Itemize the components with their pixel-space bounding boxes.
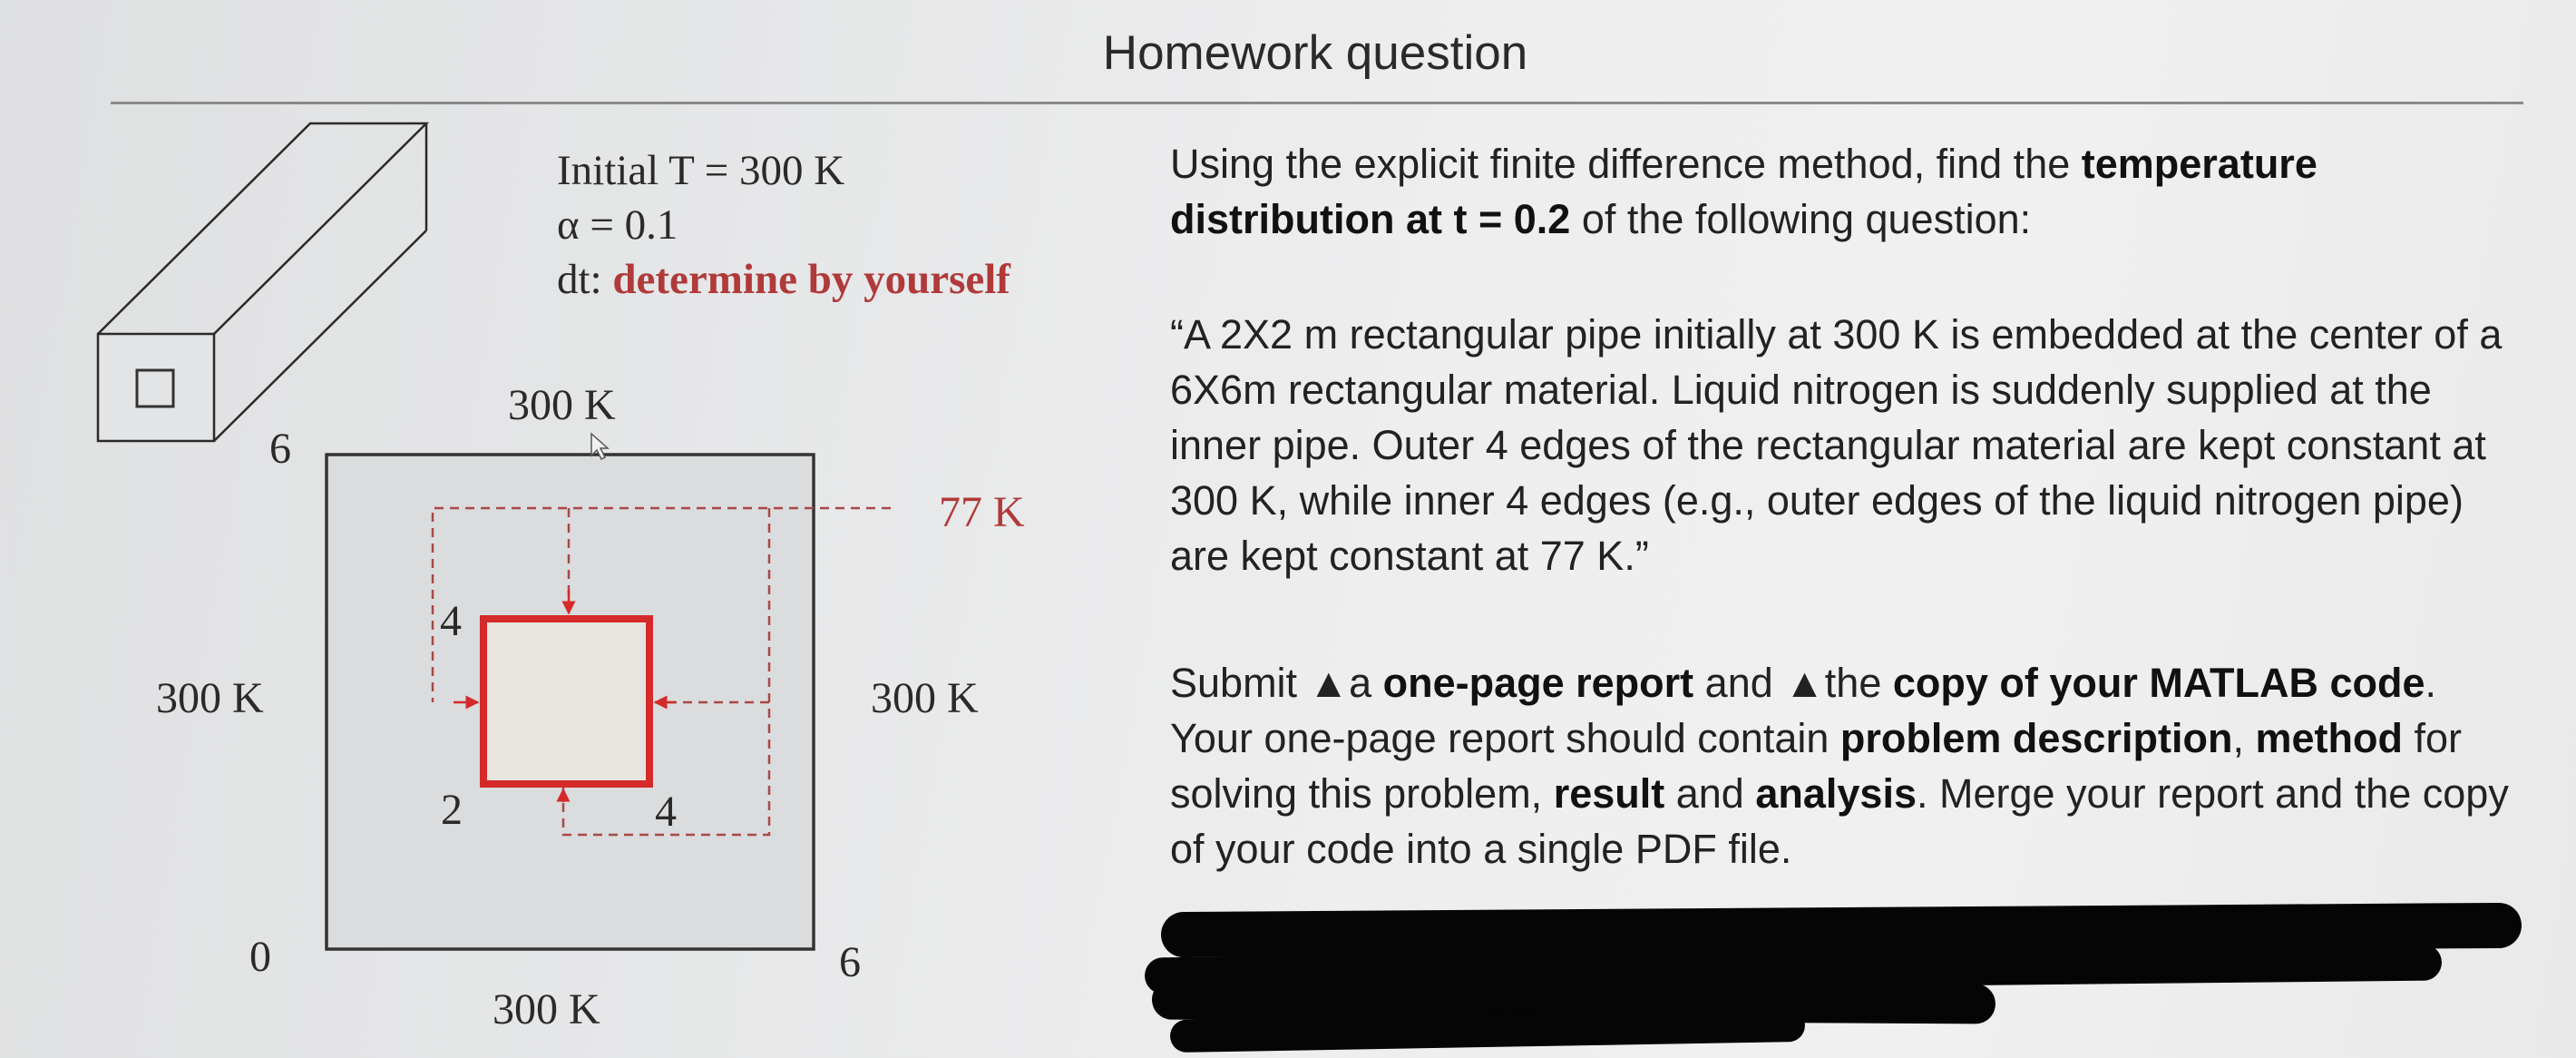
question-intro [1170,136,2513,247]
initial-temperature: Initial T = 300 K [557,147,845,194]
alpha-value: α = 0.1 [557,201,678,249]
label-right-temp: 300 K [871,674,979,722]
dim-inner-height: 4 [440,597,462,645]
submit-text-e: . Your one-page report should contain [1170,660,2437,761]
dim-inner-width: 4 [655,788,677,836]
submission-instructions [1170,655,2513,877]
submit-text-m: . Merge your report and the copy of your code into a single PDF file. [1170,770,2509,872]
submit-text-a: Submit ▲a [1170,660,1383,706]
submit-analysis: analysis [1755,770,1917,817]
submit-problem: problem description [1839,715,2233,761]
question-quote: “A 2X2 m rectangular pipe initially at 300 K is embedded at the center of a 6X6m rectangular material. Liquid nitrogen is suddenly supplied at the inner pipe. Outer 4 edges of the rectangular material are kept constant at 300 K, while inner 4 edges (e.g., outer edges of the liquid nitrogen pipe) are kept constant at 77 K.” [1170,311,2503,579]
submit-text-i: for solving this problem, [1170,715,2462,817]
label-bottom-temp: 300 K [493,985,600,1034]
axis-origin: 0 [249,933,271,981]
label-top-temp: 300 K [508,381,616,429]
submit-text-c: and ▲the [1693,660,1893,706]
dt-value: determine by yourself [612,256,1010,303]
pipe-sketch [98,123,426,441]
submit-text-k: and [1664,770,1756,817]
dim-offset: 2 [441,786,463,834]
page-title: Homework question [1102,26,1528,80]
axis-x-max: 6 [839,938,861,986]
dt-label: dt: [557,256,613,303]
axis-y-max: 6 [269,425,291,473]
intro-emphasis: temperature distribution at t = 0.2 [1170,141,2317,242]
submit-result: result [1553,770,1665,817]
inner-pipe [483,619,649,784]
label-inner-temp: 77 K [939,488,1025,536]
submit-method: method [2255,715,2403,761]
submit-report: one-page report [1382,660,1694,706]
label-left-temp: 300 K [156,674,264,722]
intro-text: Using the explicit finite difference method, find the [1170,141,2082,187]
submit-text-g: , [2232,715,2256,761]
submit-code: copy of your MATLAB code [1892,660,2425,706]
heat-diagram [0,0,1088,1058]
intro-tail: of the following question: [1570,196,2032,242]
